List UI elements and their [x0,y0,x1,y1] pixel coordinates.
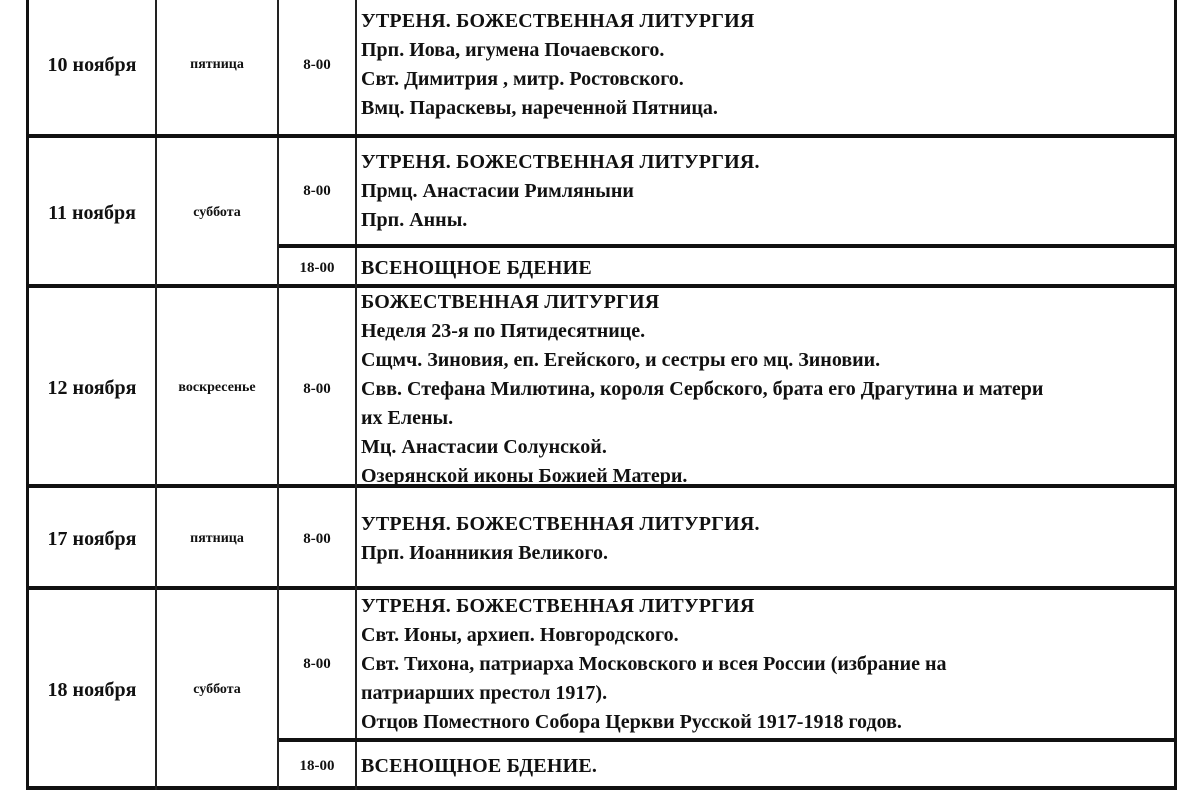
date-cell: 12 ноября [29,288,157,488]
commemoration-line: Прп. Иоанникия Великого. [361,542,609,564]
service-entry [279,488,1174,590]
services-group [279,488,1174,590]
date-cell: 18 ноября [29,590,157,790]
service-time: 8-00 [279,288,357,491]
service-description [357,138,1174,244]
date-cell: 11 ноября [29,138,157,288]
day-row [29,0,1174,134]
service-entry [279,0,1174,134]
service-schedule-table [26,0,1177,790]
service-time: 8-00 [279,590,357,738]
service-description [357,590,1174,738]
weekday-cell: суббота [157,590,279,790]
day-row [29,284,1174,487]
service-title: УТРЕНЯ. БОЖЕСТВЕННАЯ ЛИТУРГИЯ. [361,513,760,535]
day-row [29,484,1174,586]
service-time: 18-00 [279,742,357,790]
service-time: 8-00 [279,138,357,244]
service-title: ВСЕНОЩНОЕ БДЕНИЕ [361,256,592,279]
service-entry [279,138,1174,244]
day-row [29,134,1174,284]
service-description [357,0,1174,134]
date-cell: 17 ноября [29,488,157,590]
date-cell: 10 ноября [29,0,157,134]
service-entry [279,244,1174,288]
services-group [279,138,1174,288]
service-time: 18-00 [279,248,357,288]
service-description [357,742,1174,790]
service-time: 8-00 [279,488,357,590]
service-description [357,488,1174,590]
commemoration-line: Прп. Анны. [361,208,468,231]
commemoration-line: Сщмч. Зиновия, еп. Егейского, и сестры его мц. Зиновии. [361,349,881,371]
commemoration-line: Свв. Стефана Милютина, короля Сербского, брата его Драгутина и матери [361,378,1044,400]
commemoration-line: Неделя 23-я по Пятидесятнице. [361,320,646,342]
commemoration-line: их Елены. [361,407,454,429]
commemoration-line: Озерянской иконы Божией Матери. [361,465,688,487]
weekday-cell: суббота [157,138,279,288]
service-title: БОЖЕСТВЕННАЯ ЛИТУРГИЯ [361,291,660,313]
commemoration-line: Отцов Поместного Собора Церкви Русской 1917-1918 годов. [361,710,902,733]
service-title: ВСЕНОЩНОЕ БДЕНИЕ. [361,754,598,777]
day-row [29,586,1174,786]
service-title: УТРЕНЯ. БОЖЕСТВЕННАЯ ЛИТУРГИЯ [361,10,755,32]
service-description [357,248,1174,288]
services-group [279,590,1174,790]
commemoration-line: Прп. Иова, игумена Почаевского. [361,39,665,61]
weekday-cell: воскресенье [157,288,279,488]
service-entry [279,288,1174,488]
commemoration-line: патриарших престол 1917). [361,681,608,704]
service-title: УТРЕНЯ. БОЖЕСТВЕННАЯ ЛИТУРГИЯ. [361,150,760,173]
commemoration-line: Свт. Тихона, патриарха Московского и всея России (избрание на [361,652,947,675]
service-entry [279,738,1174,790]
service-title: УТРЕНЯ. БОЖЕСТВЕННАЯ ЛИТУРГИЯ [361,594,755,617]
commemoration-line: Свт. Димитрия , митр. Ростовского. [361,68,684,90]
commemoration-line: Прмц. Анастасии Римляныни [361,179,634,202]
weekday-cell: пятница [157,0,279,134]
service-entry [279,590,1174,738]
commemoration-line: Мц. Анастасии Солунской. [361,436,607,458]
commemoration-line: Вмц. Параскевы, нареченной Пятница. [361,97,718,119]
services-group [279,288,1174,488]
commemoration-line: Свт. Ионы, архиеп. Новгородского. [361,623,679,646]
service-time: 8-00 [279,0,357,134]
service-description [357,288,1174,491]
services-group [279,0,1174,134]
weekday-cell: пятница [157,488,279,590]
